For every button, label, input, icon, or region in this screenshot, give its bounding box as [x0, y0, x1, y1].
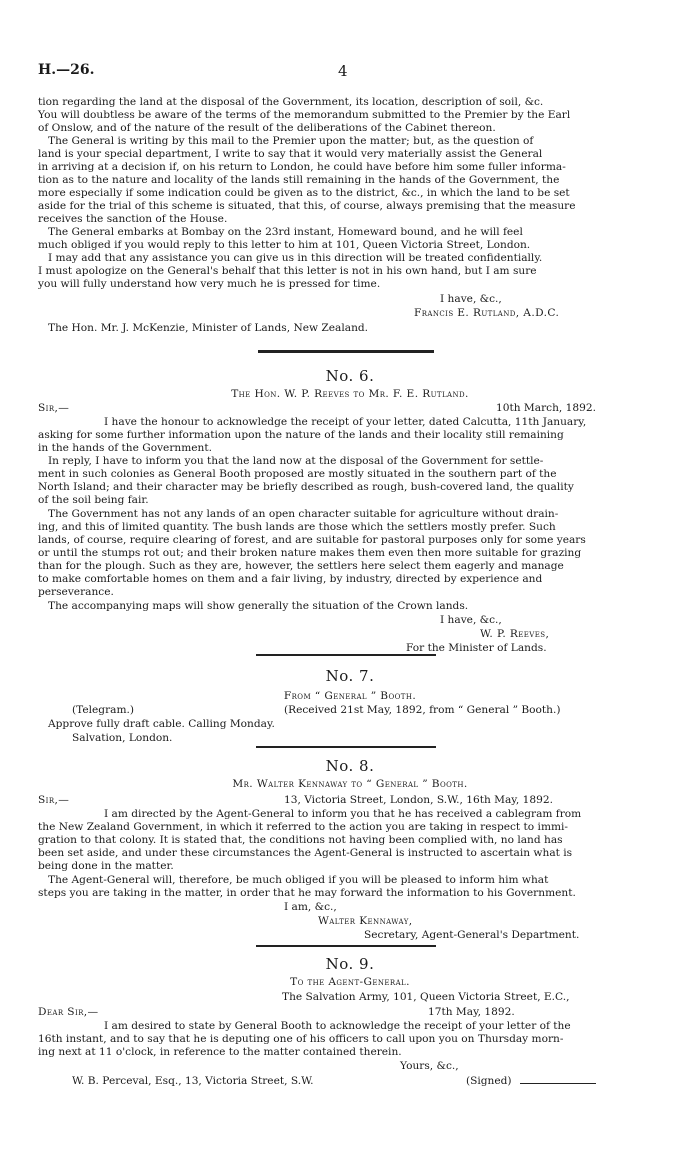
text-line: The General embarks at Bombay on the 23rd instant, Homeward bound, and he will feel: [48, 226, 523, 238]
section-heading: Mr. Walter Kennaway to “ General ” Booth.: [232, 778, 468, 790]
salutation: Sir,—: [38, 402, 70, 414]
section-divider: [256, 654, 436, 656]
text-line: perseverance.: [38, 586, 114, 598]
text-line: The accompanying maps will show generally the situation of the Crown lands.: [48, 600, 469, 612]
section-heading: The Hon. W. P. Reeves to Mr. F. E. Rutland.: [231, 388, 469, 400]
sender-address: The Salvation Army, 101, Queen Victoria Street, E.C.,: [282, 991, 570, 1003]
addressee: The Hon. Mr. J. McKenzie, Minister of Lands, New Zealand.: [48, 322, 369, 334]
section-number: No. 8.: [325, 757, 375, 775]
signature: Francis E. Rutland, A.D.C.: [414, 307, 560, 319]
text-line: ment in such colonies as General Booth proposed are mostly situated in the southern part of the: [38, 468, 557, 480]
text-line: in arriving at a decision if, on his return to London, he could have before him some fuller informa-: [38, 161, 566, 173]
text-line: 16th instant, and to say that he is deputing one of his officers to call upon you on Thursday morn-: [38, 1033, 564, 1045]
text-line: ing next at 11 o'clock, in reference to the matter contained therein.: [38, 1046, 402, 1058]
closing: Yours, &c.,: [400, 1060, 459, 1072]
text-line: aside for the trial of this scheme is situated, that this, of course, always premising that the measure: [38, 200, 576, 212]
signed-label: (Signed): [466, 1075, 512, 1087]
text-line: ing, and this of limited quantity. The bush lands are those which the settlers mostly prefer. Such: [38, 521, 556, 533]
text-line: in the hands of the Government.: [38, 442, 212, 454]
section-divider: [258, 350, 434, 353]
text-line: much obliged if you would reply to this letter to him at 101, Queen Victoria Street, London.: [38, 239, 531, 251]
text-line: tion as to the nature and locality of the lands still remaining in the hands of the Government, the: [38, 174, 560, 186]
closing: I have, &c.,: [440, 293, 502, 305]
text-line: the New Zealand Government, in which it referred to the action you are taking in respect to immi-: [38, 821, 568, 833]
section-number: No. 7.: [325, 667, 375, 685]
section-heading: To the Agent-General.: [290, 976, 410, 988]
closing: I am, &c.,: [284, 901, 337, 913]
telegram-label: (Telegram.): [72, 704, 135, 716]
letter-date: 10th March, 1892.: [496, 402, 596, 414]
document-reference: H.—26.: [38, 62, 95, 78]
text-line: I am directed by the Agent-General to inform you that he has received a cablegram from: [104, 808, 582, 820]
section-number: No. 9.: [325, 955, 375, 973]
text-line: you will fully understand how very much he is pressed for time.: [38, 278, 381, 290]
letter-date: 13, Victoria Street, London, S.W., 16th May, 1892.: [284, 794, 553, 806]
signature-title: For the Minister of Lands.: [406, 642, 547, 654]
text-line: tion regarding the land at the disposal of the Government, its location, description of soil, &c.: [38, 96, 544, 108]
text-line: You will doubtless be aware of the terms of the memorandum submitted to the Premier by the Earl: [38, 109, 571, 121]
text-line: receives the sanction of the House.: [38, 213, 228, 225]
text-line: The Government has not any lands of an open character suitable for agriculture without drain-: [48, 508, 559, 520]
section-divider: [256, 746, 436, 748]
section-heading: From “ General ” Booth.: [283, 690, 417, 702]
salutation: Sir,—: [38, 794, 70, 806]
telegram-sender: Salvation, London.: [72, 732, 173, 744]
text-line: The General is writing by this mail to the Premier upon the matter; but, as the question of: [48, 135, 534, 147]
addressee: W. B. Perceval, Esq., 13, Victoria Street, S.W.: [72, 1075, 314, 1087]
text-line: I have the honour to acknowledge the receipt of your letter, dated Calcutta, 11th January,: [104, 416, 587, 428]
signature-line: [520, 1083, 596, 1084]
text-line: land is your special department, I write to say that it would very materially assist the General: [38, 148, 543, 160]
text-line: I must apologize on the General's behalf that this letter is not in his own hand, but I am sure: [38, 265, 537, 277]
text-line: In reply, I have to inform you that the land now at the disposal of the Government for settle-: [48, 455, 544, 467]
text-line: The Agent-General will, therefore, be much obliged if you will be pleased to inform him what: [48, 874, 549, 886]
closing: I have, &c.,: [440, 614, 502, 626]
text-line: than for the plough. Such as they are, however, the settlers here select them eagerly and manage: [38, 560, 564, 572]
section-number: No. 6.: [325, 367, 375, 385]
section-divider: [256, 945, 436, 947]
text-line: lands, of course, require clearing of forest, and are suitable for pastoral purposes only for some years: [38, 534, 586, 546]
text-line: to make comfortable homes on them and a fair living, by industry, directed by experience and: [38, 573, 543, 585]
text-line: North Island; and their character may be briefly described as rough, bush-covered land, the quality: [38, 481, 574, 493]
signature-title: Secretary, Agent-General's Department.: [364, 929, 580, 941]
text-line: steps you are taking in the matter, in order that he may forward the information to his Government.: [38, 887, 576, 899]
page-number: 4: [338, 62, 348, 80]
text-line: asking for some further information upon the nature of the lands and their locality still remaining: [38, 429, 564, 441]
received-note: (Received 21st May, 1892, from “ General ” Booth.): [284, 704, 561, 716]
signature: Walter Kennaway,: [318, 915, 413, 927]
salutation: Dear Sir,—: [38, 1006, 99, 1018]
text-line: being done in the matter.: [38, 860, 174, 872]
text-line: been set aside, and under these circumstances the Agent-General is instructed to ascertain what is: [38, 847, 573, 859]
text-line: or until the stumps rot out; and their broken nature makes them even then more suitable for grazing: [38, 547, 582, 559]
text-line: of the soil being fair.: [38, 494, 149, 506]
telegram-body: Approve fully draft cable. Calling Monday.: [48, 718, 275, 730]
signature: W. P. Reeves,: [480, 628, 550, 640]
text-line: I may add that any assistance you can give us in this direction will be treated confidentially.: [48, 252, 543, 264]
text-line: I am desired to state by General Booth to acknowledge the receipt of your letter of the: [104, 1020, 571, 1032]
text-line: more especially if some indication could be given as to the district, &c., in which the land to be set: [38, 187, 570, 199]
text-line: of Onslow, and of the nature of the result of the deliberations of the Cabinet thereon.: [38, 122, 496, 134]
text-line: gration to that colony. It is stated that, the conditions not having been complied with, no land has: [38, 834, 563, 846]
letter-date: 17th May, 1892.: [428, 1006, 515, 1018]
